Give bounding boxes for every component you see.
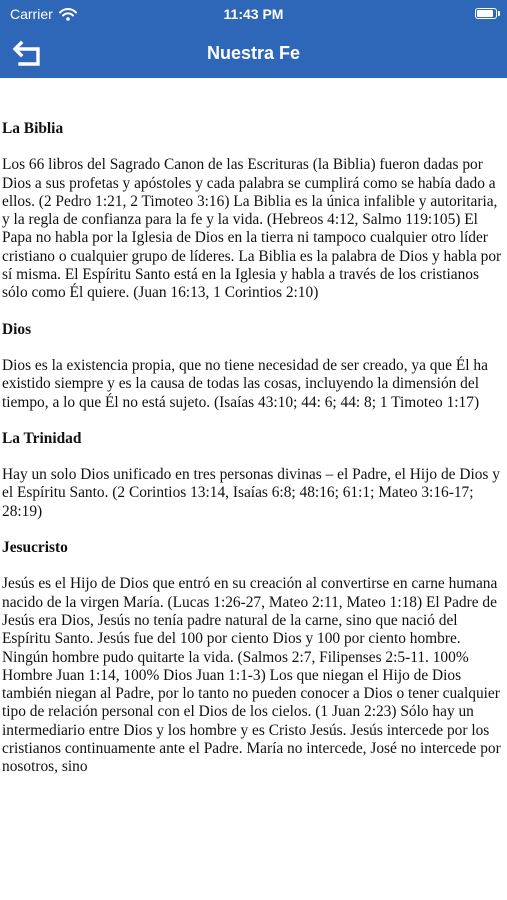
section-title-biblia: La Biblia	[2, 120, 64, 137]
section-title-jesucristo: Jesucristo	[2, 539, 68, 557]
navigation-bar	[0, 30, 507, 78]
back-arrow-icon	[12, 40, 42, 68]
battery-icon	[475, 8, 497, 19]
section-title-dios: Dios	[2, 320, 32, 338]
page-title: Nuestra Fe	[206, 43, 301, 63]
status-time: 11:43 PM	[223, 6, 284, 22]
status-bar	[0, 0, 507, 30]
section-body-trinidad: Hay un solo Dios unificado en tres personas divinas – el Padre, el Hijo de Dios y el Espíritu Santo. (2 Corintios 13:14, Isaías 6:8; 48:16; 61:1; Mateo 3:16-17; 28:19)	[2, 466, 500, 520]
battery-level	[477, 10, 493, 17]
section-title-trinidad: La Trinidad	[2, 429, 82, 447]
back-button[interactable]	[12, 40, 42, 68]
content-scroll-area[interactable]	[0, 78, 507, 900]
section-body-dios: Dios es la existencia propia, que no tiene necesidad de ser creado, ya que Él ha existido siempre y es la causa de todas las cosas, incluyendo la dimensión del tiempo, a lo que Él no está sujeto. (Isaías 43:10; 44: 6; 44: 8; 1 Timoteo 1:17)	[2, 356, 488, 411]
section-body-jesucristo: Jesús es el Hijo de Dios que entró en su creación al convertirse en carne humana nacido de la virgen María. (Lucas 1:26-27, Mateo 2:11, Mateo 1:18) El Padre de Jesús era Dios, Jesús no tenía padre natural de la carne, sino que nació del Espíritu Santo. Jesús fue del 100 por ciento Dios y 100 por ciento hombre. Ningún hombre pudo quitarte la vida. (Salmos 2:7, Filipenses 2:5-11. 100% Hombre Juan 1:14, 100% Dios Juan 1:1-3) Los que niegan el Hijo de Dios también niegan al Padre, por lo tanto no pueden conocer a Dios o tener cualquier tipo de relación personal con el Dios de los cielos. (1 Juan 2:23) Sólo hay un intermediario entre Dios y los hombre y es Cristo Jesús. Jesús intercede por los cristianos continuamente ante el Padre. María no intercede, José no intercede por nosotros, sino	[2, 575, 501, 776]
section-body-biblia: Los 66 libros del Sagrado Canon de las Escrituras (la Biblia) fueron dadas por Dios a sus profetas y apóstoles y cada palabra se cumplirá como se había dado a ellos. (2 Pedro 1:21, 2 Timoteo 3:16) La Biblia es la única infalible y autoritaria, y la regla de confianza para la fe y la vida. (Hebreos 4:12, Salmo 119:105) El Papa no habla por la Iglesia de Dios en la tierra ni tampoco cualquier otro líder cristiano o cualquier grupo de líderes. La Biblia es la palabra de Dios y habla por sí misma. El Espíritu Santo está en la Iglesia y habla a través de los cristianos sólo como Él quiere. (Juan 16:13, 1 Corintios 2:10)	[2, 156, 502, 302]
carrier-label: Carrier	[10, 6, 53, 22]
